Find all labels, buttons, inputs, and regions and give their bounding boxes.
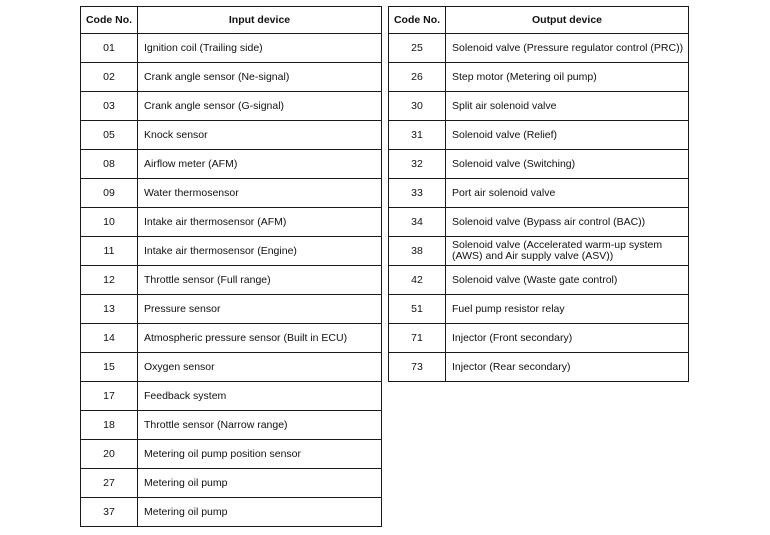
output-header-row (389, 7, 689, 34)
output-table-body (389, 34, 689, 382)
device-cell: Solenoid valve (Bypass air control (BAC)) (446, 208, 689, 237)
input-code-header: Code No. (81, 7, 138, 34)
device-cell: Crank angle sensor (Ne-signal) (138, 63, 382, 92)
code-cell: 18 (81, 411, 138, 440)
code-cell: 01 (81, 34, 138, 63)
device-cell: Step motor (Metering oil pump) (446, 63, 689, 92)
code-cell: 30 (389, 92, 446, 121)
table-row (389, 208, 689, 237)
code-cell: 26 (389, 63, 446, 92)
table-row (81, 208, 382, 237)
table-row (389, 237, 689, 266)
device-cell: Injector (Rear secondary) (446, 353, 689, 382)
table-row (81, 382, 382, 411)
table-row (81, 121, 382, 150)
table-row (389, 34, 689, 63)
code-cell: 14 (81, 324, 138, 353)
device-cell: Metering oil pump (138, 469, 382, 498)
code-cell: 51 (389, 295, 446, 324)
device-cell: Water thermosensor (138, 179, 382, 208)
table-row (389, 121, 689, 150)
table-row (81, 295, 382, 324)
table-row (389, 295, 689, 324)
device-cell: Split air solenoid valve (446, 92, 689, 121)
code-cell: 02 (81, 63, 138, 92)
table-row (389, 324, 689, 353)
code-cell: 09 (81, 179, 138, 208)
device-cell: Port air solenoid valve (446, 179, 689, 208)
code-cell: 15 (81, 353, 138, 382)
device-cell: Fuel pump resistor relay (446, 295, 689, 324)
code-cell: 20 (81, 440, 138, 469)
device-cell: Crank angle sensor (G-signal) (138, 92, 382, 121)
device-cell: Throttle sensor (Narrow range) (138, 411, 382, 440)
input-device-table (80, 6, 382, 527)
device-cell: Throttle sensor (Full range) (138, 266, 382, 295)
device-cell: Airflow meter (AFM) (138, 150, 382, 179)
code-cell: 32 (389, 150, 446, 179)
code-cell: 31 (389, 121, 446, 150)
table-row (389, 266, 689, 295)
table-row (81, 237, 382, 266)
table-row (81, 411, 382, 440)
table-row (81, 34, 382, 63)
input-table-body (81, 34, 382, 527)
code-cell: 38 (389, 237, 446, 266)
device-cell: Injector (Front secondary) (446, 324, 689, 353)
input-device-header: Input device (138, 7, 382, 34)
table-row (81, 353, 382, 382)
table-row (81, 266, 382, 295)
device-cell: Knock sensor (138, 121, 382, 150)
table-row (81, 63, 382, 92)
code-cell: 12 (81, 266, 138, 295)
table-row (81, 498, 382, 527)
device-cell: Solenoid valve (Switching) (446, 150, 689, 179)
table-row (81, 440, 382, 469)
device-cell: Feedback system (138, 382, 382, 411)
table-row (389, 63, 689, 92)
code-cell: 08 (81, 150, 138, 179)
table-row (81, 150, 382, 179)
code-cell: 25 (389, 34, 446, 63)
device-cell: Solenoid valve (Relief) (446, 121, 689, 150)
device-cell: Intake air thermosensor (AFM) (138, 208, 382, 237)
device-cell: Metering oil pump position sensor (138, 440, 382, 469)
output-device-header: Output device (446, 7, 689, 34)
code-cell: 17 (81, 382, 138, 411)
device-cell: Intake air thermosensor (Engine) (138, 237, 382, 266)
device-cell: Oxygen sensor (138, 353, 382, 382)
code-cell: 10 (81, 208, 138, 237)
output-code-header: Code No. (389, 7, 446, 34)
table-row (81, 179, 382, 208)
device-cell: Solenoid valve (Pressure regulator control (PRC)) (446, 34, 689, 63)
code-cell: 71 (389, 324, 446, 353)
table-row (389, 92, 689, 121)
code-cell: 11 (81, 237, 138, 266)
table-row (389, 150, 689, 179)
device-cell: Solenoid valve (Accelerated warm-up system (AWS) and Air supply valve (ASV)) (446, 237, 689, 266)
code-cell: 42 (389, 266, 446, 295)
device-cell: Pressure sensor (138, 295, 382, 324)
table-row (389, 353, 689, 382)
code-cell: 73 (389, 353, 446, 382)
code-cell: 34 (389, 208, 446, 237)
output-device-table (388, 6, 689, 382)
input-header-row (81, 7, 382, 34)
table-row (81, 92, 382, 121)
device-cell: Ignition coil (Trailing side) (138, 34, 382, 63)
code-cell: 03 (81, 92, 138, 121)
code-cell: 33 (389, 179, 446, 208)
device-cell: Metering oil pump (138, 498, 382, 527)
code-cell: 37 (81, 498, 138, 527)
table-row (81, 324, 382, 353)
code-cell: 13 (81, 295, 138, 324)
table-row (81, 469, 382, 498)
table-row (389, 179, 689, 208)
device-cell: Solenoid valve (Waste gate control) (446, 266, 689, 295)
code-cell: 05 (81, 121, 138, 150)
code-cell: 27 (81, 469, 138, 498)
device-cell: Atmospheric pressure sensor (Built in ECU) (138, 324, 382, 353)
